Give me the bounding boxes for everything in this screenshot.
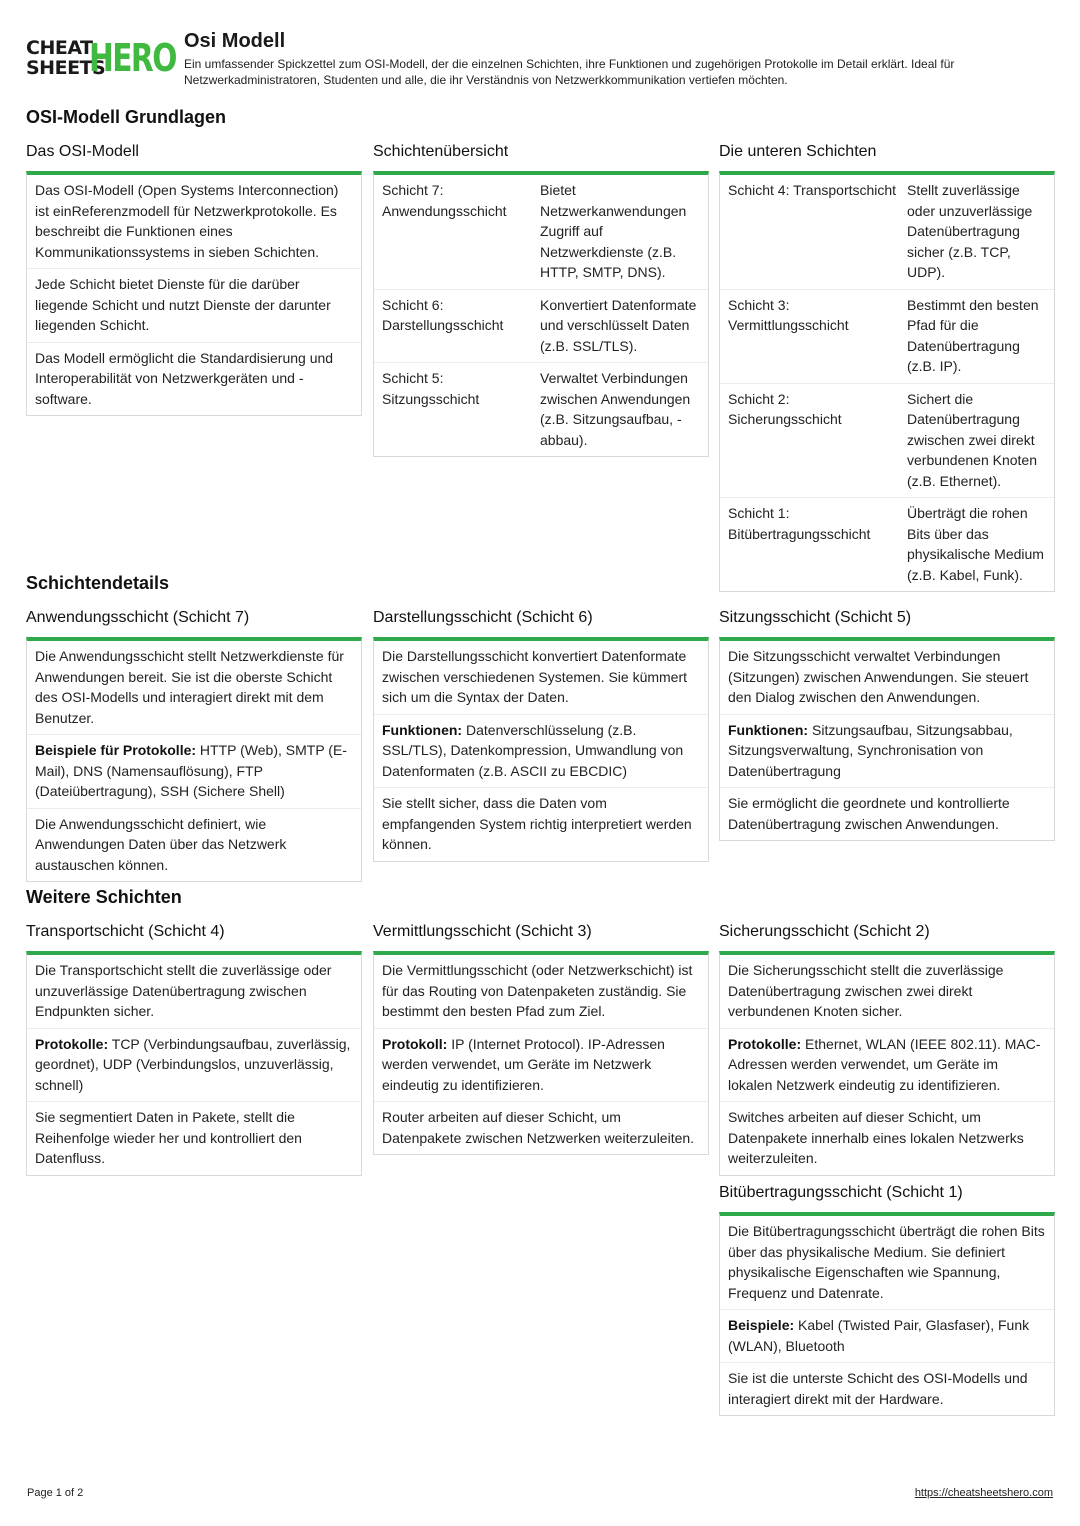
list-item: Das Modell ermöglicht die Standardisierung und Interoperabilität von Netzwerkgeräten und -software. xyxy=(35,349,334,407)
card-body xyxy=(373,171,709,457)
card-lower-layers xyxy=(719,141,1055,592)
list-item: Router arbeiten auf dieser Schicht, um Datenpakete zwischen Netzwerken weiterzuleiten. xyxy=(382,1109,695,1146)
layer-description: Konvertiert Datenformate und verschlüsselt Daten (z.B. SSL/TLS). xyxy=(540,296,697,354)
card-title: Transportschicht (Schicht 4) xyxy=(26,923,225,940)
layer-description: Überträgt die rohen Bits über das physikalische Medium (z.B. Kabel, Funk). xyxy=(907,505,1044,583)
row-label: Beispiele für Protokolle: xyxy=(35,742,197,758)
row-label: Funktionen: xyxy=(382,721,463,738)
layer-name: Schicht 7: Anwendungsschicht xyxy=(382,182,507,219)
card-title: Sitzungsschicht (Schicht 5) xyxy=(719,609,912,626)
row-text: HTTP (Web), SMTP (E-Mail), DNS (Namensauflösung), FTP (Dateiübertragung), SSH (Sichere Shell) xyxy=(35,742,347,799)
layer-description: Bestimmt den besten Pfad für die Datenübertragung (z.B. IP). xyxy=(907,296,1039,374)
card-layer-1 xyxy=(719,1182,1055,1416)
list-item xyxy=(720,715,1054,789)
list-item xyxy=(720,1310,1054,1363)
list-item xyxy=(720,1029,1054,1103)
card-body xyxy=(373,637,709,862)
site-link[interactable]: https://cheatsheetshero.com xyxy=(914,1487,1053,1499)
card-title: Sicherungsschicht (Schicht 2) xyxy=(719,923,930,940)
card-layer-2 xyxy=(719,921,1055,1176)
card-body xyxy=(26,951,362,1176)
list-item: Sie ermöglicht die geordnete und kontrollierte Datenübertragung zwischen Anwendungen. xyxy=(728,795,1010,832)
row-label: Protokoll: xyxy=(382,1035,448,1052)
list-item: Die Anwendungsschicht definiert, wie Anwendungen Daten über das Netzwerk austauschen können. xyxy=(35,815,287,873)
card-title: Die unteren Schichten xyxy=(719,143,877,160)
row-text: Ethernet, WLAN (IEEE 802.11). MAC-Adressen werden verwendet, um Geräte im lokalen Netzwerk eindeutig zu identifizieren. xyxy=(728,1035,1041,1093)
logo-sheets-text: SHEETS xyxy=(26,57,106,79)
card-layer-3 xyxy=(373,921,709,1155)
row-label: Funktionen: xyxy=(728,721,809,738)
layer-description: Verwaltet Verbindungen zwischen Anwendungen (z.B. Sitzungsaufbau, -abbau). xyxy=(540,370,691,448)
layer-description: Bietet Netzwerkanwendungen Zugriff auf Netzwerkdienste (z.B. HTTP, SMTP, DNS). xyxy=(540,182,687,280)
row-text: Datenverschlüsselung (z.B. SSL/TLS), Datenkompression, Umwandlung von Datenformaten (z.B. ASCII zu EBCDIC) xyxy=(382,721,684,779)
list-item: Das OSI-Modell (Open Systems Interconnection) ist einReferenzmodell für Netzwerkprotokolle. Es beschreibt die Funktionen eines Kommunikationssystems in sieben Schichten. xyxy=(27,175,361,269)
logo-cheat-text: CHEAT xyxy=(26,37,93,59)
row-label: Protokolle: xyxy=(728,1035,802,1052)
card-layer-5 xyxy=(719,607,1055,841)
layer-name: Schicht 3: Vermittlungsschicht xyxy=(728,296,849,333)
layer-name: Schicht 1: Bitübertragungsschicht xyxy=(728,505,871,542)
list-item: Switches arbeiten auf dieser Schicht, um Datenpakete innerhalb eines lokalen Netzwerks weiterzuleiten. xyxy=(728,1109,1024,1166)
card-body xyxy=(373,951,709,1155)
list-item: Die Transportschicht stellt die zuverlässige oder unzuverlässige Datenübertragung zwischen Endpunkten sicher. xyxy=(27,955,361,1029)
table-row xyxy=(720,290,1054,384)
page-title: Osi Modell xyxy=(184,30,286,52)
card-layer-4 xyxy=(26,921,362,1176)
row-label: Protokolle: xyxy=(35,1035,109,1052)
card-osi-model xyxy=(26,141,362,416)
table-row xyxy=(720,175,1054,290)
list-item: Die Sitzungsschicht verwaltet Verbindungen (Sitzungen) zwischen Anwendungen. Sie steuert den Dialog zwischen den Anwendungen. xyxy=(720,641,1054,715)
row-text: TCP (Verbindungsaufbau, zuverlässig, geordnet), UDP (Verbindungslos, unzuverlässig, schnell) xyxy=(35,1035,351,1093)
card-title: Das OSI-Modell xyxy=(26,143,139,160)
list-item: Sie ist die unterste Schicht des OSI-Modells und interagiert direkt mit der Hardware. xyxy=(728,1370,1028,1407)
card-layer-6 xyxy=(373,607,709,862)
list-item: Jede Schicht bietet Dienste für die darüber liegende Schicht und nutzt Dienste der darunter liegenden Schicht. xyxy=(27,269,361,343)
row-text: IP (Internet Protocol). IP-Adressen werden verwendet, um Geräte im Netzwerk eindeutig zu identifizieren. xyxy=(382,1035,665,1093)
layer-name: Schicht 5: Sitzungsschicht xyxy=(382,370,480,407)
list-item: Sie stellt sicher, dass die Daten vom empfangenden System richtig interpretiert werden können. xyxy=(382,795,692,852)
card-title: Darstellungsschicht (Schicht 6) xyxy=(373,609,593,626)
card-body xyxy=(26,637,362,882)
card-body xyxy=(719,171,1055,592)
card-body xyxy=(719,1212,1055,1416)
list-item xyxy=(374,1029,708,1103)
table-row xyxy=(374,363,708,456)
card-body xyxy=(719,637,1055,841)
list-item xyxy=(27,735,361,809)
page-number: Page 1 of 2 xyxy=(27,1487,84,1499)
list-item: Die Bitübertragungsschicht überträgt die rohen Bits über das physikalische Medium. Sie definiert physikalische Eigenschaften wie Spannung, Frequenz und Datenrate. xyxy=(720,1216,1054,1310)
card-title: Bitübertragungsschicht (Schicht 1) xyxy=(719,1184,963,1201)
list-item: Die Vermittlungsschicht (oder Netzwerkschicht) ist für das Routing von Datenpaketen zuständig. Sie bestimmt den besten Pfad zum Ziel. xyxy=(374,955,708,1029)
layer-name: Schicht 4: Transportschicht xyxy=(728,182,897,198)
row-label: Beispiele: xyxy=(728,1317,795,1333)
card-layer-overview xyxy=(373,141,709,457)
list-item: Die Darstellungsschicht konvertiert Datenformate zwischen verschiedenen Systemen. Sie kümmert sich um die Syntax der Daten. xyxy=(374,641,708,715)
list-item: Die Sicherungsschicht stellt die zuverlässige Datenübertragung zwischen zwei direkt verbundenen Knoten sicher. xyxy=(720,955,1054,1029)
cheatsheetshero-logo[interactable] xyxy=(26,36,176,80)
list-item xyxy=(374,715,708,789)
section-title-details: Schichtendetails xyxy=(26,573,170,593)
layer-description: Stellt zuverlässige oder unzuverlässige Datenübertragung sicher (z.B. TCP, UDP). xyxy=(907,182,1033,280)
list-item xyxy=(27,1029,361,1103)
row-text: Sitzungsaufbau, Sitzungsabbau, Sitzungsverwaltung, Synchronisation von Datenübertragung xyxy=(728,721,1013,779)
list-item: Sie segmentiert Daten in Pakete, stellt die Reihenfolge wieder her und kontrolliert den Datenfluss. xyxy=(35,1109,302,1166)
layer-name: Schicht 2: Sicherungsschicht xyxy=(728,390,842,427)
logo-hero-text: HERO xyxy=(89,36,176,80)
layer-name: Schicht 6: Darstellungsschicht xyxy=(382,296,504,333)
card-layer-7 xyxy=(26,607,362,882)
card-title: Schichtenübersicht xyxy=(373,143,509,160)
card-title: Vermittlungsschicht (Schicht 3) xyxy=(373,923,592,940)
page-header xyxy=(26,30,1056,90)
list-item: Die Anwendungsschicht stellt Netzwerkdienste für Anwendungen bereit. Sie ist die oberste Schicht des OSI-Modells und interagiert direkt mit dem Benutzer. xyxy=(27,641,361,735)
card-body xyxy=(719,951,1055,1176)
table-row xyxy=(374,290,708,364)
section-title-basics: OSI-Modell Grundlagen xyxy=(26,107,227,127)
card-body xyxy=(26,171,362,416)
row-text: Kabel (Twisted Pair, Glasfaser), Funk (WLAN), Bluetooth xyxy=(728,1317,1030,1354)
table-row xyxy=(374,175,708,290)
card-title: Anwendungsschicht (Schicht 7) xyxy=(26,609,250,626)
section-title-more: Weitere Schichten xyxy=(26,887,182,907)
layer-description: Sichert die Datenübertragung zwischen zwei direkt verbundenen Knoten (z.B. Ethernet). xyxy=(907,390,1037,489)
table-row xyxy=(720,498,1054,591)
table-row xyxy=(720,384,1054,499)
page-description: Ein umfassender Spickzettel zum OSI-Modell, der die einzelnen Schichten, ihre Funktionen und zugehörigen Protokolle im Detail erklärt. Ideal für Netzwerkadministratoren, Studenten und alle, die ihr Verständnis von Netzwerkkommunikation vertiefen möchten. xyxy=(184,57,955,87)
